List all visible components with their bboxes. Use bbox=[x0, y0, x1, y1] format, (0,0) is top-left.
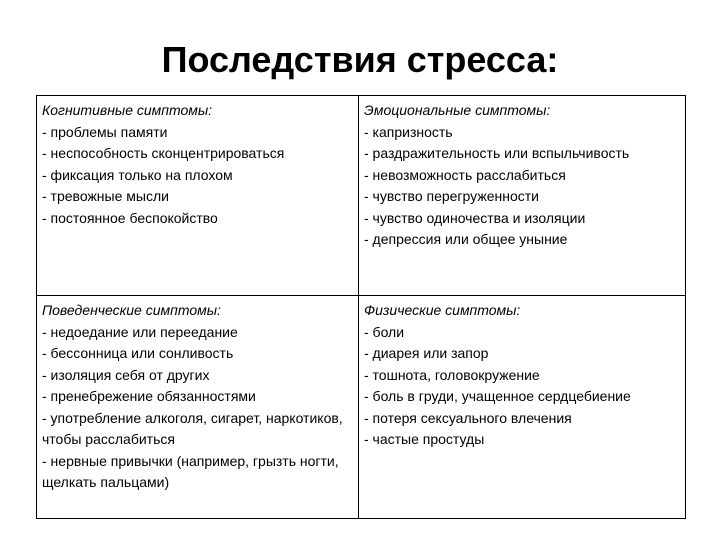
symptom-item: - употребление алкоголя, сигарет, наркотиков, чтобы расслабиться bbox=[42, 409, 343, 447]
symptom-item: - чувство перегруженности bbox=[364, 188, 539, 204]
symptom-item: - частые простуды bbox=[364, 431, 485, 447]
symptom-item: - депрессия или общее уныние bbox=[364, 231, 568, 247]
symptom-item: - невозможность расслабиться bbox=[364, 166, 566, 183]
symptom-item: - пренебрежение обязанностями bbox=[42, 388, 256, 404]
symptom-item: - потеря сексуального влечения bbox=[364, 409, 572, 426]
symptom-item: - боли bbox=[364, 323, 405, 340]
behavioral-symptoms-cell bbox=[37, 296, 359, 519]
cell-heading: Физические симптомы: bbox=[364, 302, 521, 318]
symptom-item: - изоляция себя от других bbox=[42, 366, 210, 383]
symptom-item: - раздражительность или вспыльчивость bbox=[364, 145, 630, 161]
page-title: Последствия стресса: bbox=[161, 39, 559, 80]
symptom-list bbox=[42, 122, 354, 230]
symptom-item: - неспособность сконцентрироваться bbox=[42, 145, 285, 161]
symptom-item: - недоедание или переедание bbox=[42, 323, 238, 340]
cell-heading: Когнитивные симптомы: bbox=[42, 102, 213, 118]
symptom-list bbox=[42, 322, 354, 494]
cell-heading: Эмоциональные симптомы: bbox=[364, 102, 551, 118]
symptom-item: - чувство одиночества и изоляции bbox=[364, 209, 586, 226]
emotional-symptoms-cell bbox=[359, 96, 686, 296]
symptoms-table bbox=[36, 95, 686, 519]
symptom-item: - капризность bbox=[364, 123, 453, 140]
symptom-item: - нервные привычки (например, грызть ногти, щелкать пальцами) bbox=[42, 452, 339, 490]
cell-heading: Поведенческие симптомы: bbox=[42, 302, 221, 318]
symptom-list bbox=[364, 322, 681, 451]
table-row bbox=[37, 96, 686, 296]
symptom-item: - проблемы памяти bbox=[42, 123, 168, 140]
table-row bbox=[37, 296, 686, 519]
symptom-list bbox=[364, 122, 681, 251]
symptom-item: - тревожные мысли bbox=[42, 188, 169, 204]
symptom-item: - фиксация только на плохом bbox=[42, 166, 233, 183]
symptom-item: - боль в груди, учащенное сердцебиение bbox=[364, 388, 631, 404]
cognitive-symptoms-cell bbox=[37, 96, 359, 296]
symptom-item: - тошнота, головокружение bbox=[364, 366, 540, 383]
symptom-item: - бессонница или сонливость bbox=[42, 345, 234, 361]
symptom-item: - диарея или запор bbox=[364, 345, 489, 361]
physical-symptoms-cell bbox=[359, 296, 686, 519]
symptom-item: - постоянное беспокойство bbox=[42, 209, 218, 226]
